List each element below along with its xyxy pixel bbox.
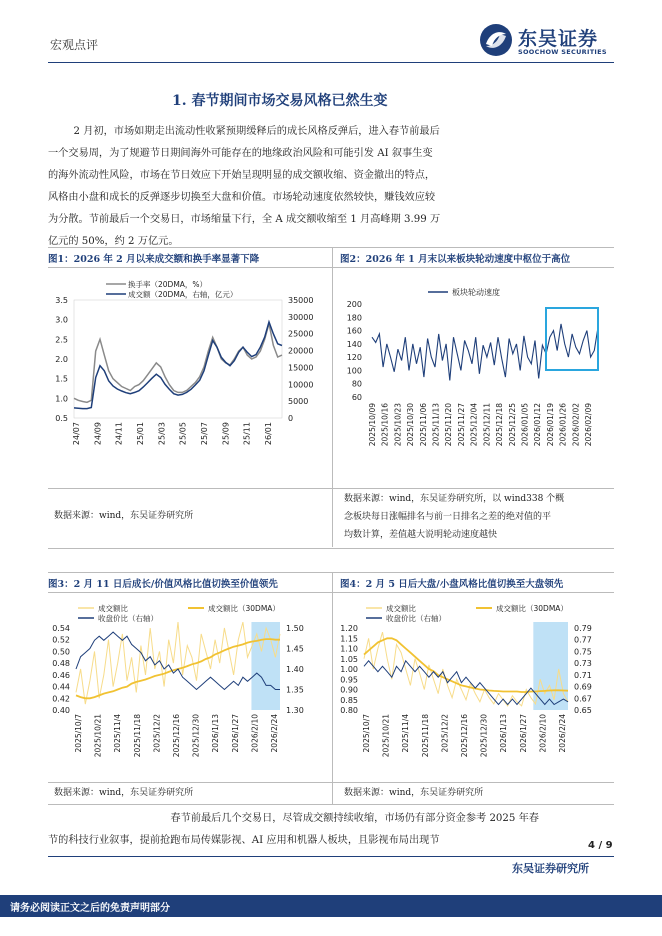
fig1-x-tick-label: 25/05 (178, 422, 188, 446)
disclaimer-link[interactable]: 请务必阅读正文之后的免责声明部分 (10, 903, 170, 914)
fig-row1-title-rule (48, 267, 614, 268)
fig3-x-tick-label: 2026/2/24 (270, 714, 279, 753)
fig-row1-bottom-rule (48, 488, 614, 489)
fig2-x-tick-label: 2025/11/13 (431, 403, 441, 447)
fig4-yleft-tick-label: 1.15 (340, 634, 358, 644)
fig4-x-tick-label: 2026/2/10 (538, 714, 548, 753)
para-line: 节的科技行业叙事，提前抢跑布局传媒影视、AI 应用和机器人板块，且影视布局出现节 (48, 835, 440, 846)
fig4-yright-tick-label: 0.75 (574, 647, 592, 657)
fig4-x-tick-label: 2026/1/27 (518, 714, 528, 753)
fig1-yright-tick-label: 15000 (288, 363, 314, 373)
fig2-source (344, 490, 614, 544)
fig-row1-divider (332, 247, 333, 547)
fig2-x-tick-label: 2026/01/26 (558, 403, 568, 447)
fig2-chart (336, 270, 616, 482)
fig3-highlight-band (251, 622, 280, 710)
fig1-x-tick-label: 25/01 (136, 422, 145, 446)
fig3-turnover-line (76, 622, 280, 704)
fig3-yleft-tick-label: 0.52 (52, 635, 70, 645)
fig4-yright-tick-label: 0.79 (574, 624, 592, 633)
fig2-legend-label: 板块轮动速度 (452, 288, 500, 297)
fig2-y-tick-label: 180 (346, 313, 362, 323)
fig3-x-tick-label: 2025/10/7 (74, 714, 83, 753)
para-line: 2 月初，市场如期走出流动性收紧预期缓释后的成长风格反弹后，进入春节前最后 (73, 126, 440, 137)
fig4-yright-tick-label: 0.71 (574, 670, 592, 680)
fig3-yright-tick-label: 1.50 (286, 624, 304, 633)
fig2-x-tick-label: 2025/10/09 (368, 403, 377, 447)
para-line: 一个交易周，为了规避节日期间海外可能存在的地缘政治风险和可能引发 AI 叙事生变 (48, 148, 433, 159)
fig-row2-title-rule (48, 592, 614, 593)
fig3-yright-tick-label: 1.45 (286, 644, 304, 654)
fig1-legend-turnover: 换手率（20DMA，%） (128, 280, 208, 289)
fig3-legend-ma: 成交额比（30DMA） (208, 604, 280, 613)
brand-name-cn: 东吴证券 (518, 28, 599, 50)
fig1-x-tick-label: 24/07 (72, 422, 81, 446)
fig3-yleft-tick-label: 0.50 (52, 647, 70, 657)
fig4-yleft-tick-label: 1.05 (340, 654, 358, 664)
fig1-x-tick-label: 26/01 (264, 422, 273, 446)
para-line: 风格由小盘和成长的反弹逐步切换至大盘和价值。市场轮动速度依然较快，赚钱效应较 (48, 192, 436, 203)
fig1-yleft-tick-label: 3.5 (55, 296, 68, 305)
fig2-source-line: 数据来源：wind，东吴证券研究所，以 wind338 个概 (344, 494, 565, 504)
fig3-yleft-tick-label: 0.46 (52, 670, 70, 680)
fig2-x-tick-label: 2026/01/05 (520, 403, 530, 447)
fig4-legend-close: 收盘价比（右轴） (386, 614, 446, 623)
fig2-x-tick-label: 2025/10/30 (406, 403, 416, 447)
fig2-source-line: 均数计算，差值越大说明轮动速度越快 (344, 530, 498, 540)
fig4-legend-turnover: 成交额比 (386, 604, 416, 613)
fig2-x-tick-label: 2025/12/25 (507, 403, 517, 447)
fig2-x-tick-label: 2025/11/06 (418, 403, 428, 447)
fig4-yleft-tick-label: 0.95 (340, 675, 358, 685)
fig2-y-tick-label: 160 (346, 326, 362, 336)
fig3-x-tick-label: 2025/10/21 (93, 714, 103, 758)
fig2-x-tick-label: 2025/11/20 (444, 403, 454, 447)
fig3-yleft-tick-label: 0.42 (52, 694, 70, 704)
fig3-close-line (76, 632, 280, 689)
fig1-yright-tick-label: 30000 (288, 312, 314, 322)
fig1-volume-line (74, 322, 282, 409)
fig1-turnover-line (74, 324, 282, 403)
fig4-source: 数据来源：wind，东吴证券研究所 (344, 788, 484, 798)
fig4-yright-tick-label: 0.73 (574, 659, 592, 669)
fig2-x-tick-label: 2025/10/16 (380, 403, 390, 447)
fig-row2-end-rule (48, 804, 614, 805)
fig3-x-tick-label: 2026/2/10 (250, 714, 260, 753)
fig2-x-tick-label: 2026/01/12 (533, 403, 543, 447)
fig-row1-top-rule (48, 247, 614, 248)
fig1-x-tick-label: 25/09 (221, 422, 231, 446)
fig4-x-tick-label: 2025/10/7 (362, 714, 371, 753)
fig1-x-tick-label: 24/11 (114, 422, 124, 446)
fig4-x-tick-label: 2025/10/21 (381, 714, 391, 758)
fig4-yleft-tick-label: 0.85 (340, 695, 358, 705)
fig4-yleft-tick-label: 1.20 (340, 624, 358, 633)
fig1-title: 图1：2026 年 2 月以来成交额和换手率显著下降 (48, 254, 260, 265)
fig-row2-top-rule (48, 572, 614, 573)
fig3-x-tick-label: 2025/12/30 (191, 714, 201, 758)
fig1-yleft-tick-label: 3.0 (55, 315, 68, 325)
fig4-chart (336, 596, 616, 778)
fig2-x-tick-label: 2026/01/19 (545, 403, 555, 447)
fig2-x-tick-label: 2025/12/04 (469, 403, 479, 447)
bottom-paragraph (48, 808, 614, 852)
fig1-source: 数据来源：wind，东吴证券研究所 (54, 511, 194, 521)
fig4-x-tick-label: 2025/12/16 (460, 714, 469, 758)
fig1-chart (48, 270, 330, 470)
fig3-source: 数据来源：wind，东吴证券研究所 (54, 788, 194, 798)
brand-logo (478, 22, 618, 58)
fig3-yright-tick-label: 1.40 (286, 665, 304, 674)
header-divider (48, 62, 614, 63)
brand-logo-icon (478, 22, 514, 58)
fig-row2-bottom-rule (48, 782, 614, 783)
fig3-x-tick-label: 2025/12/16 (172, 714, 181, 758)
fig4-yleft-tick-label: 1.00 (340, 665, 358, 674)
fig2-y-tick-label: 60 (351, 393, 362, 402)
fig2-highlight-box (546, 308, 598, 370)
fig1-yleft-tick-label: 1.5 (55, 374, 68, 384)
page-number: 4 / 9 (588, 840, 613, 851)
fig4-yleft-tick-label: 0.90 (340, 685, 358, 695)
fig2-x-tick-label: 2026/02/02 (571, 403, 581, 447)
footer-institute: 东吴证券研究所 (512, 862, 589, 875)
footer-divider (48, 856, 614, 857)
fig4-x-tick-label: 2026/2/24 (558, 714, 567, 753)
fig3-legend-close: 收盘价比（右轴） (98, 614, 158, 623)
fig1-x-tick-label: 24/09 (93, 422, 103, 446)
fig3-title: 图3：2 月 11 日后成长/价值风格比值切换至价值领先 (48, 579, 278, 590)
fig3-chart (48, 596, 330, 778)
fig2-y-tick-label: 120 (346, 353, 362, 363)
fig1-yright-tick-label: 10000 (288, 380, 314, 390)
fig1-x-tick-label: 25/07 (200, 422, 209, 446)
fig2-source-line: 念板块每日涨幅排名与前一日排名之差的绝对值的平 (344, 512, 552, 522)
fig2-x-tick-label: 2025/11/27 (456, 403, 466, 447)
section-title: 1. 春节期间市场交易风格已然生变 (172, 93, 388, 109)
para-line: 的海外流动性风险，市场在节日效应下开始呈现明显的成交额收缩、资金撤出的特点， (48, 170, 436, 181)
fig2-y-tick-label: 100 (346, 366, 362, 376)
fig1-yright-tick-label: 20000 (288, 346, 314, 356)
fig2-y-tick-label: 140 (346, 339, 362, 349)
para-line: 春节前最后几个交易日，尽管成交额持续收缩，市场仍有部分资金参考 2025 年春 (170, 813, 539, 824)
fig1-x-tick-label: 25/11 (242, 422, 252, 446)
fig3-x-tick-label: 2026/1/13 (211, 714, 221, 753)
fig4-x-tick-label: 2025/11/4 (401, 714, 411, 753)
fig1-yright-tick-label: 0 (288, 414, 294, 423)
fig3-yright-tick-label: 1.30 (286, 706, 304, 715)
fig3-legend-turnover: 成交额比 (98, 604, 128, 613)
para-line: 亿元的 50%，约 2 万亿元。 (48, 236, 179, 247)
fig3-yleft-tick-label: 0.40 (52, 706, 70, 715)
intro-paragraph (48, 121, 614, 253)
fig2-x-tick-label: 2025/12/11 (482, 403, 492, 447)
fig4-title: 图4：2 月 5 日后大盘/小盘风格比值切换至大盘领先 (340, 579, 564, 590)
fig3-x-tick-label: 2025/12/2 (152, 714, 162, 753)
fig-row2-divider (332, 572, 333, 804)
fig2-y-tick-label: 80 (351, 379, 362, 389)
fig1-yright-tick-label: 35000 (288, 296, 314, 305)
fig3-x-tick-label: 2025/11/18 (132, 714, 142, 758)
fig3-yleft-tick-label: 0.48 (52, 659, 70, 669)
fig3-yleft-tick-label: 0.44 (52, 682, 70, 692)
brand-name-en: SOOCHOW SECURITIES (518, 48, 607, 56)
fig4-yright-tick-label: 0.67 (574, 694, 592, 704)
fig4-x-tick-label: 2025/12/30 (479, 714, 489, 758)
fig1-yright-tick-label: 25000 (288, 329, 314, 339)
section-label: 宏观点评 (50, 38, 99, 52)
para-line: 为分散。节前最后一个交易日，市场缩量下行，全 A 成交额收缩至 1 月高峰期 3.99 万 (48, 214, 441, 225)
fig1-yleft-tick-label: 2.5 (55, 335, 68, 345)
fig4-x-tick-label: 2025/12/2 (440, 714, 450, 753)
fig3-x-tick-label: 2026/1/27 (230, 714, 240, 753)
fig1-yleft-tick-label: 2.0 (55, 355, 68, 364)
fig2-y-tick-label: 200 (346, 300, 362, 309)
fig3-x-tick-label: 2025/11/4 (113, 714, 123, 753)
fig3-yright-tick-label: 1.35 (286, 685, 304, 695)
fig-row1-end-rule (48, 548, 614, 549)
fig4-x-tick-label: 2025/11/18 (420, 714, 430, 758)
fig4-yright-tick-label: 0.69 (574, 682, 592, 692)
fig1-yleft-tick-label: 0.5 (55, 414, 68, 423)
fig4-yleft-tick-label: 0.80 (340, 706, 358, 715)
fig1-x-tick-label: 25/03 (157, 422, 167, 446)
fig2-rotation-line (372, 324, 598, 381)
fig4-yright-tick-label: 0.77 (574, 635, 592, 645)
fig2-x-tick-label: 2025/12/18 (495, 403, 505, 447)
fig3-yleft-tick-label: 0.54 (52, 624, 70, 633)
fig1-legend-volume: 成交额（20DMA，右轴，亿元） (128, 290, 238, 299)
fig1-yleft-tick-label: 1.0 (55, 394, 68, 404)
fig2-title: 图2：2026 年 1 月末以来板块轮动速度中枢位于高位 (340, 254, 571, 265)
fig4-x-tick-label: 2026/1/13 (499, 714, 509, 753)
fig4-yright-tick-label: 0.65 (574, 706, 592, 715)
fig1-yright-tick-label: 5000 (288, 397, 309, 407)
fig4-yleft-tick-label: 1.10 (340, 644, 358, 654)
fig4-legend-ma: 成交额比（30DMA） (496, 604, 568, 613)
fig2-x-tick-label: 2025/10/23 (393, 403, 403, 447)
fig2-x-tick-label: 2026/02/09 (584, 403, 593, 447)
